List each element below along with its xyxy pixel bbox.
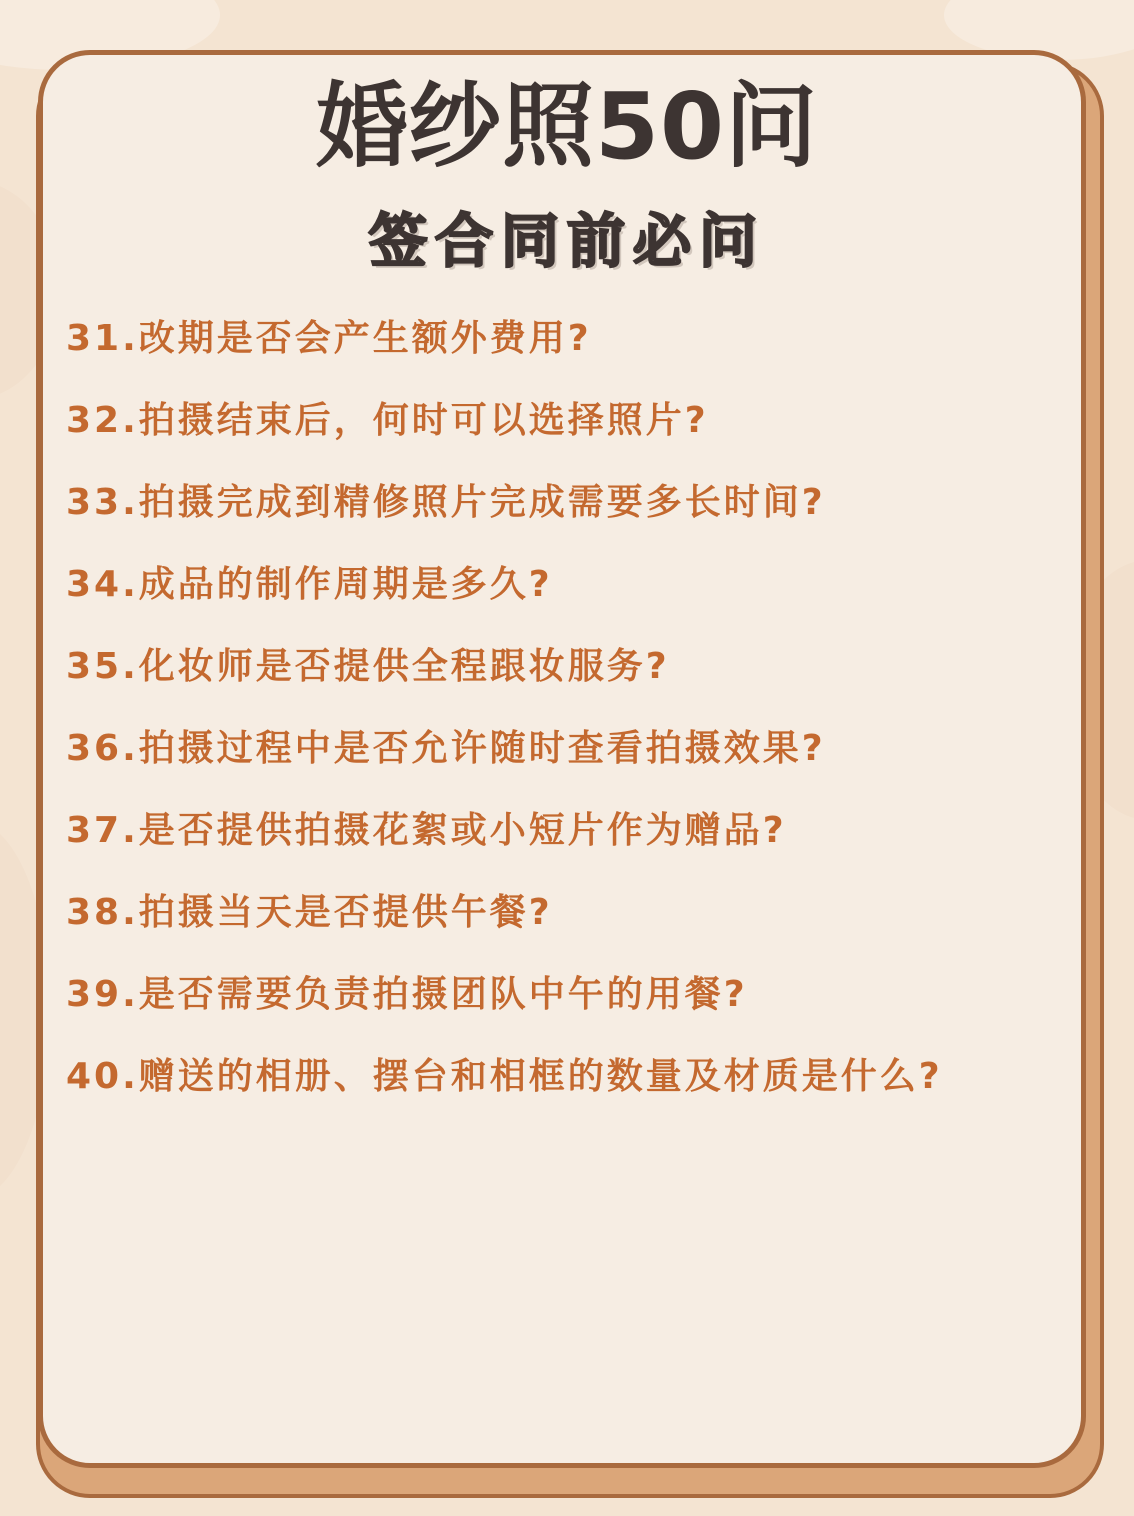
question-item-37: 37.是否提供拍摄花絮或小短片作为赠品? — [66, 810, 787, 851]
question-item-40: 40.赠送的相册、摆台和相框的数量及材质是什么? — [66, 1056, 943, 1097]
question-item-34: 34.成品的制作周期是多久? — [66, 564, 553, 605]
question-item-39: 39.是否需要负责拍摄团队中午的用餐? — [66, 974, 748, 1015]
question-list — [66, 298, 1026, 1118]
question-item-38: 38.拍摄当天是否提供午餐? — [66, 892, 553, 933]
question-item-33: 33.拍摄完成到精修照片完成需要多长时间? — [66, 482, 826, 523]
question-item-35: 35.化妆师是否提供全程跟妆服务? — [66, 646, 670, 687]
question-item-31: 31.改期是否会产生额外费用? — [66, 318, 592, 359]
question-item-32: 32.拍摄结束后，何时可以选择照片? — [66, 400, 709, 441]
page-subtitle: 签合同前必问 — [368, 207, 765, 275]
question-item-36: 36.拍摄过程中是否允许随时查看拍摄效果? — [66, 728, 826, 769]
page-title: 婚纱照50问 — [315, 73, 819, 180]
